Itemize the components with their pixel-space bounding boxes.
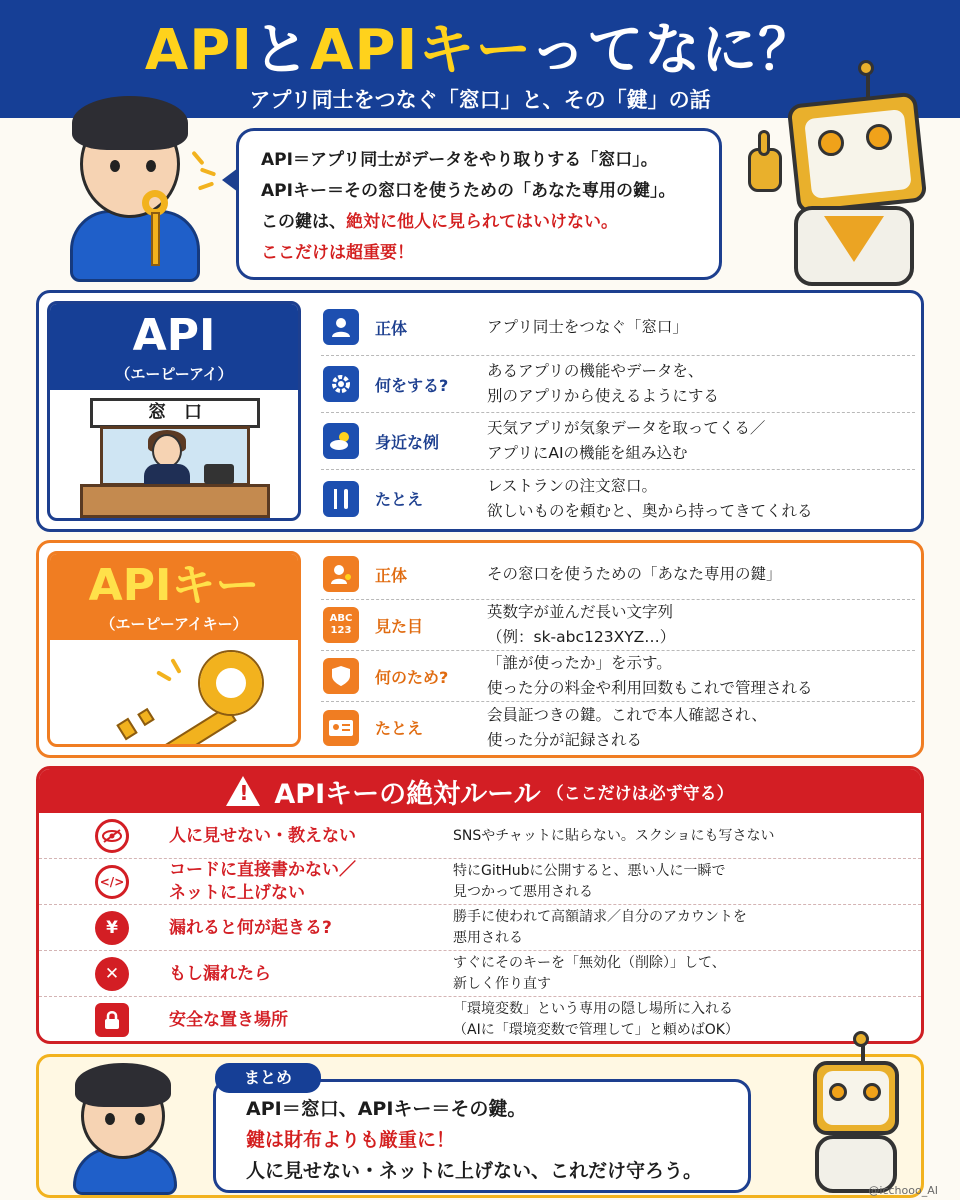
rules-header: [39, 769, 921, 813]
api-key-card-title: APIキー: [88, 560, 260, 611]
clerk-figure: [152, 434, 182, 468]
rule-item: 安全な置き場所 「環境変数」という専用の隠し場所に入れる （AIに「環境変数で管理して」と頼めばOK）: [39, 997, 921, 1043]
robot-sitting-illustration: [799, 1035, 909, 1195]
api-key-section: [36, 540, 924, 758]
fork-knife-icon: [323, 481, 359, 517]
key-row-appearance: ABC 123 見た目 英数字が並んだ長い文字列 （例：sk-abc123XYZ…）: [321, 600, 915, 651]
robot-pointing-illustration: [742, 58, 942, 288]
api-key-card-reading: （エーピーアイキー）: [100, 615, 248, 633]
api-row-example: 身近な例 天気アプリが気象データを取ってくる／ アプリにAIの機能を組み込む: [321, 413, 915, 470]
intro-line-4: ここだけは超重要！: [261, 243, 414, 263]
api-section: [36, 290, 924, 532]
summary-line-3: 人に見せない・ネットに上げない、これだけ守ろう。: [246, 1160, 703, 1182]
rule-item: </> コードに直接書かない／ ネットに上げない 特にGitHubに公開すると、悪い人に一瞬で 見つかって悪用される: [39, 859, 921, 905]
lock-icon: [95, 1003, 129, 1037]
title-api: API: [144, 18, 254, 83]
sparkle-lines: [190, 150, 220, 190]
title-and: と: [253, 18, 311, 83]
api-row-analogy: たとえ レストランの注文窓口。 欲しいものを頼むと、奥から持ってきてくれる: [321, 470, 915, 527]
api-row-purpose: 何をする? あるアプリの機能やデータを、 別のアプリから使えるようにする: [321, 356, 915, 413]
summary-section: [36, 1054, 924, 1198]
key-row-identity: 正体 その窓口を使うための「あなた専用の鍵」: [321, 549, 915, 600]
absolute-rules-section: [36, 766, 924, 1044]
api-key-card: [47, 551, 301, 747]
intro-line-1: API＝アプリ同士がデータをやり取りする「窓口」。: [261, 150, 658, 170]
intro-line-2: APIキー＝その窓口を使うための「あなた専用の鍵」。: [261, 181, 676, 201]
page-subtitle: アプリ同士をつなぐ「窓口」と、その「鍵」の話: [249, 88, 711, 112]
intro-speech-bubble: [236, 128, 722, 280]
rule-item: ✕ もし漏れたら すぐにそのキーを「無効化（削除）」して、 新しく作り直す: [39, 951, 921, 997]
api-card-title: API: [132, 310, 216, 361]
no-eye-icon: [95, 819, 129, 853]
summary-bubble: [213, 1079, 751, 1193]
abc-123-icon: ABC 123: [323, 607, 359, 643]
person-key-icon: [323, 556, 359, 592]
weather-icon: [323, 423, 359, 459]
key-row-purpose: 何のため? 「誰が使ったか」を示す。 使った分の料金や利用回数もこれで管理される: [321, 651, 915, 702]
api-detail-rows: [321, 299, 915, 527]
person-icon: [323, 309, 359, 345]
rule-item: ¥ 漏れると何が起きる? 勝手に使われて高額請求／自分のアカウントを 悪用される: [39, 905, 921, 951]
rule-item: 人に見せない・教えない SNSやチャットに貼らない。スクショにも写さない: [39, 813, 921, 859]
yen-warning-icon: ¥: [95, 911, 129, 945]
summary-tag: まとめ: [215, 1063, 321, 1093]
api-card-header: [50, 304, 298, 390]
shield-icon: [323, 658, 359, 694]
api-key-card-header: [50, 554, 298, 640]
rules-title: APIキーの絶対ルール: [274, 778, 541, 810]
api-card-reading: （エーピーアイ）: [115, 365, 233, 383]
no-code-icon: </>: [95, 865, 129, 899]
author-credit: @icchooo_AI: [868, 1184, 938, 1197]
title-api-key: APIキー: [310, 18, 531, 83]
api-row-identity: 正体 アプリ同士をつなぐ「窓口」: [321, 299, 915, 356]
window-sign: 窓 口: [90, 398, 260, 428]
summary-line-1: API＝窓口、APIキー＝その鍵。: [246, 1098, 527, 1120]
rules-subtitle: （ここだけは必ず守る）: [546, 783, 734, 804]
intro-line-3: この鍵は、絶対に他人に見られてはいけない。: [261, 212, 618, 232]
id-card-icon: [323, 710, 359, 746]
api-card: [47, 301, 301, 521]
key-cancel-icon: ✕: [95, 957, 129, 991]
summary-line-2: 鍵は財布よりも厳重に！: [246, 1129, 456, 1151]
computer-icon: [204, 464, 234, 484]
warning-icon: !: [226, 776, 260, 806]
title-question: ってなに？: [530, 18, 816, 83]
boy-cheering-illustration: [59, 1061, 189, 1197]
api-key-detail-rows: [321, 549, 915, 753]
gear-icon: [323, 366, 359, 402]
key-row-analogy: たとえ 会員証つきの鍵。これで本人確認され、 使った分が記録される: [321, 702, 915, 753]
